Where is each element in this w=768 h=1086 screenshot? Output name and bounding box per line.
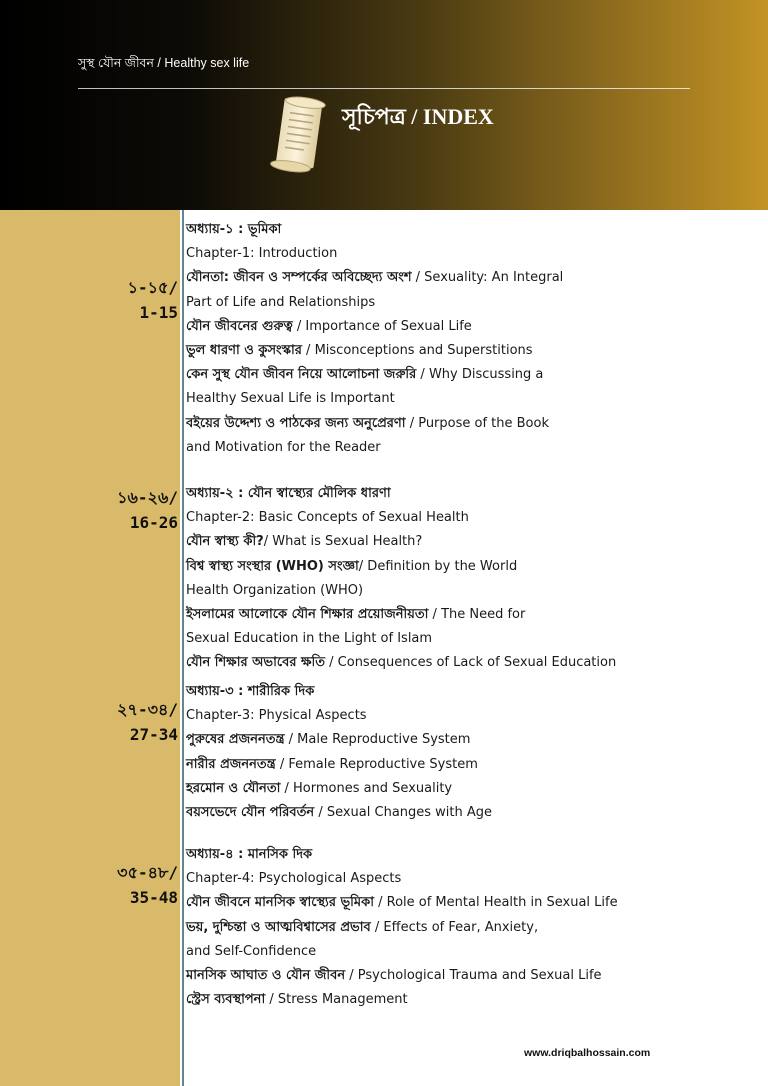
- toc-line-bn: পুরুষের প্রজননতন্ত্র: [186, 732, 285, 748]
- toc-line-bn: অধ্যায়-২ : যৌন স্বাস্থ্যের মৌলিক ধারণা: [186, 486, 391, 501]
- page-range-3: [117, 697, 178, 747]
- toc-line-en: / Consequences of Lack of Sexual Education: [325, 655, 617, 671]
- toc-line-bn: স্ট্রেস ব্যবস্থাপনা: [186, 992, 266, 1008]
- toc-line-bn: ভয়, দুশ্চিন্তা ও আত্মবিশ্বাসের প্রভাব: [186, 919, 371, 935]
- toc-line: [186, 728, 746, 752]
- toc-line-bn: বয়সভেদে যৌন পরিবর্তন: [186, 804, 315, 820]
- toc-line-en: / Male Reproductive System: [284, 732, 471, 748]
- toc-line: [186, 867, 746, 891]
- chapter-1-section: [186, 218, 746, 460]
- toc-line-bn: বইয়ের উদ্দেশ্য ও পাঠকের জন্য অনুপ্রেরণা: [186, 415, 406, 431]
- toc-line-en: / What is Sexual Health?: [263, 534, 423, 550]
- toc-line: [186, 387, 746, 411]
- toc-line-bn: নারীর প্রজননতন্ত্র: [186, 756, 276, 772]
- toc-line: [186, 801, 746, 825]
- toc-line-en: / Purpose of the Book: [405, 415, 549, 431]
- toc-line: [186, 412, 746, 436]
- book-subtitle: সুস্থ যৌন জীবন / Healthy sex life: [78, 56, 250, 70]
- scroll-icon: [266, 92, 330, 176]
- toc-line-en: / The Need for: [428, 606, 526, 622]
- header-divider: [78, 88, 690, 89]
- toc-line: [186, 555, 746, 579]
- toc-line-bn: কেন সুস্থ যৌন জীবন নিয়ে আলোচনা জরুরি: [186, 367, 417, 383]
- toc-line-bn: অধ্যায়-৪ : মানসিক দিক: [186, 847, 313, 862]
- toc-line: [186, 680, 746, 704]
- toc-line: [186, 530, 746, 554]
- toc-line-bn: অধ্যায়-১ : ভূমিকা: [186, 222, 282, 237]
- toc-line: [186, 603, 746, 627]
- toc-line-en: / Female Reproductive System: [275, 756, 478, 772]
- toc-line-en: / Hormones and Sexuality: [280, 780, 453, 796]
- page-range-bn: ২৭-৩৪/: [117, 700, 178, 719]
- toc-line-en: / Sexuality: An Integral: [411, 270, 564, 286]
- toc-line: [186, 651, 746, 675]
- toc-line-en: Sexual Education in the Light of Islam: [186, 631, 433, 647]
- toc-line: [186, 482, 746, 506]
- toc-line: [186, 777, 746, 801]
- toc-line: [186, 242, 746, 266]
- page-range-2: [117, 485, 178, 535]
- page-range-en: 16-26: [129, 513, 178, 532]
- toc-line: [186, 315, 746, 339]
- toc-line-en: Healthy Sexual Life is Important: [186, 391, 395, 407]
- toc-line: [186, 339, 746, 363]
- toc-line: [186, 988, 746, 1012]
- chapter-3-section: [186, 680, 746, 825]
- page-range-en: 27-34: [129, 725, 178, 744]
- toc-line-bn: ভুল ধারণা ও কুসংস্কার: [186, 342, 302, 358]
- toc-line-en: Chapter-3: Physical Aspects: [186, 708, 367, 724]
- toc-line-bn: যৌন জীবনের গুরুত্ব: [186, 318, 293, 334]
- page-range-bn: ৩৫-৪৮/: [117, 863, 178, 882]
- page-range-bn: ১-১৫/: [127, 278, 178, 297]
- toc-line-en: Health Organization (WHO): [186, 582, 364, 598]
- toc-line: [186, 579, 746, 603]
- toc-line: [186, 436, 746, 460]
- toc-line: [186, 916, 746, 940]
- toc-line-en: / Definition by the World: [358, 558, 518, 574]
- vertical-divider: [182, 210, 184, 1086]
- toc-line-en: / Stress Management: [265, 992, 408, 1008]
- toc-line: [186, 891, 746, 915]
- toc-line: [186, 940, 746, 964]
- toc-line: [186, 753, 746, 777]
- toc-line-en: / Sexual Changes with Age: [314, 804, 493, 820]
- toc-line: [186, 266, 746, 290]
- toc-line: [186, 363, 746, 387]
- toc-line-en: and Self-Confidence: [186, 943, 317, 959]
- page-range-1: [128, 275, 178, 325]
- toc-line: [186, 704, 746, 728]
- toc-line-bn: অধ্যায়-৩ : শারীরিক দিক: [186, 684, 315, 699]
- toc-line-en: / Why Discussing a: [416, 367, 544, 383]
- header-banner: [0, 0, 768, 210]
- toc-line-en: / Effects of Fear, Anxiety,: [370, 919, 539, 935]
- toc-line-bn: হরমোন ও যৌনতা: [186, 780, 281, 796]
- toc-line: [186, 627, 746, 651]
- toc-line-bn: যৌনতা: জীবন ও সম্পর্কের অবিচ্ছেদ্য অংশ: [186, 270, 412, 286]
- page-range-en: 1-15: [139, 303, 178, 322]
- toc-line-en: Chapter-2: Basic Concepts of Sexual Health: [186, 510, 469, 526]
- page-range-sidebar: [0, 210, 180, 1086]
- toc-line: [186, 218, 746, 242]
- website-link[interactable]: www.driqbalhossain.com: [524, 1047, 651, 1059]
- toc-line: [186, 843, 746, 867]
- toc-line-en: / Importance of Sexual Life: [292, 318, 472, 334]
- toc-line-bn: ইসলামের আলোকে যৌন শিক্ষার প্রয়োজনীয়তা: [186, 606, 429, 622]
- page-range-bn: ১৬-২৬/: [117, 488, 178, 507]
- toc-line: [186, 291, 746, 315]
- page-range-en: 35-48: [129, 888, 178, 907]
- toc-line-en: / Misconceptions and Superstitions: [301, 342, 533, 358]
- toc-line: [186, 506, 746, 530]
- toc-line-en: Part of Life and Relationships: [186, 294, 376, 310]
- toc-line-en: Chapter-1: Introduction: [186, 246, 338, 262]
- page-range-4: [117, 860, 178, 910]
- toc-line-en: and Motivation for the Reader: [186, 439, 381, 455]
- toc-line-en: Chapter-4: Psychological Aspects: [186, 871, 402, 887]
- toc-line-en: / Role of Mental Health in Sexual Life: [373, 895, 618, 911]
- toc-line-bn: বিশ্ব স্বাস্থ্য সংস্থার (WHO) সংজ্ঞা: [186, 558, 359, 574]
- page-title: সূচিপত্র / INDEX: [342, 104, 494, 129]
- toc-line-bn: যৌন স্বাস্থ্য কী?: [186, 534, 264, 550]
- chapter-2-section: [186, 482, 746, 676]
- toc-line-bn: যৌন শিক্ষার অভাবের ক্ষতি: [186, 655, 326, 671]
- chapter-4-section: [186, 843, 746, 1012]
- toc-line: [186, 964, 746, 988]
- toc-line-bn: মানসিক আঘাত ও যৌন জীবন: [186, 967, 346, 983]
- toc-line-en: / Psychological Trauma and Sexual Life: [345, 967, 602, 983]
- toc-line-bn: যৌন জীবনে মানসিক স্বাস্থ্যের ভূমিকা: [186, 895, 374, 911]
